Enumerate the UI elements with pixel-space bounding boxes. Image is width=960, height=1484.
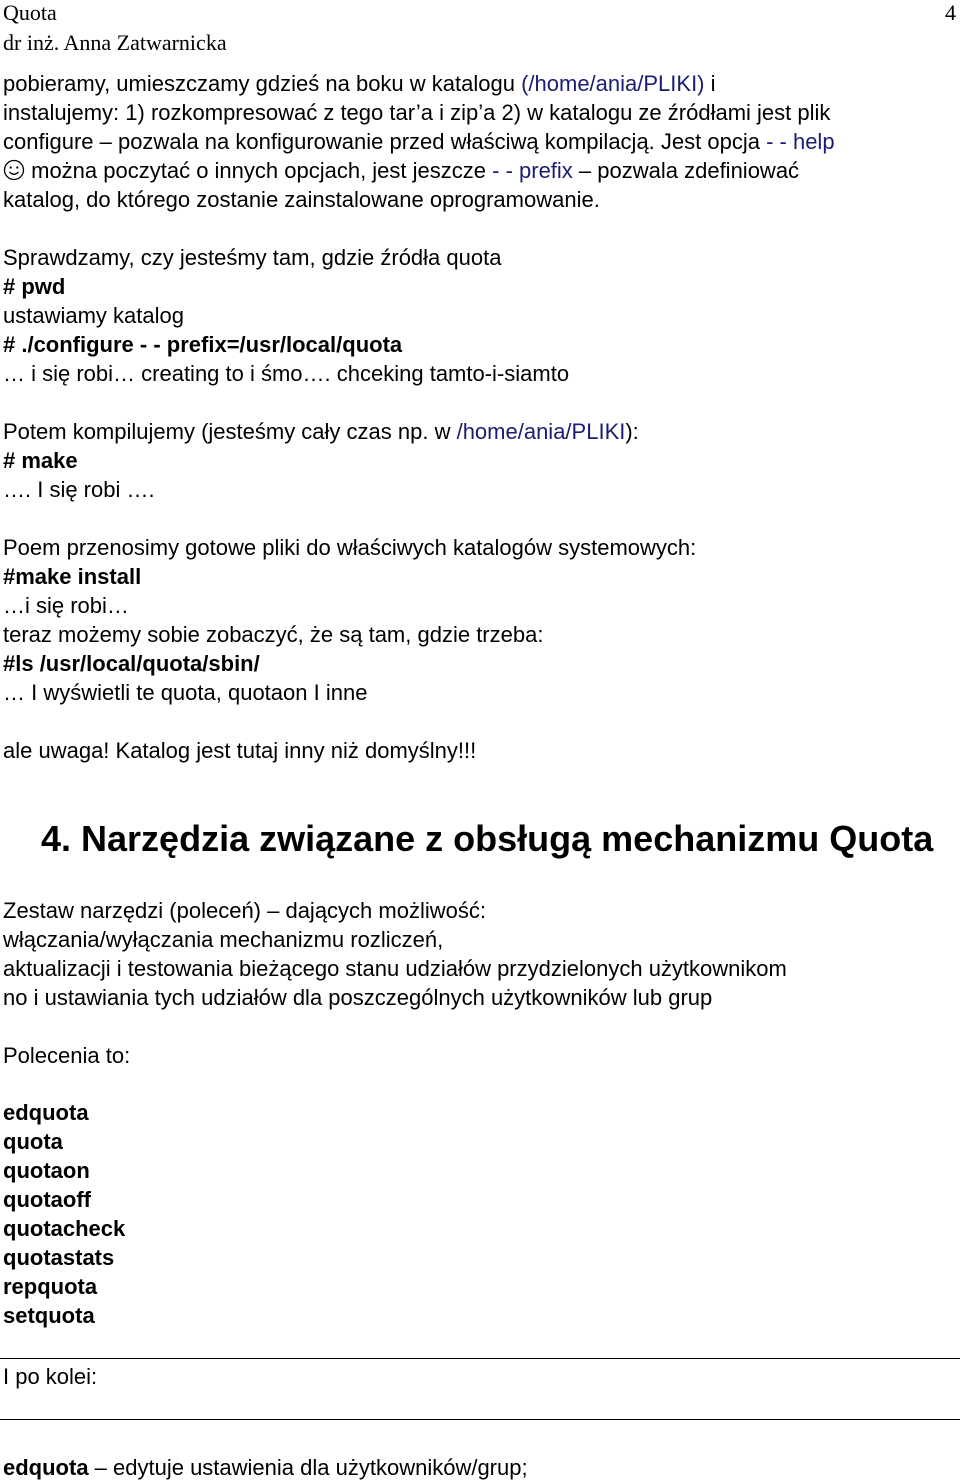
running-header-author: dr inż. Anna Zatwarnicka bbox=[3, 30, 227, 55]
para1-line1: pobieramy, umieszczamy gdzieś na boku w katalogu (/home/ania/PLIKI) i bbox=[3, 71, 716, 96]
para2-line3: ustawiamy katalog bbox=[3, 303, 184, 328]
edquota-description: edquota – edytuje ustawienia dla użytkowników/grup; bbox=[3, 1455, 528, 1480]
para1-line2: instalujemy: 1) rozkompresować z tego tar’a i zip’a 2) w katalogu ze źródłami jest plik bbox=[3, 100, 831, 125]
para2-line1: Sprawdzamy, czy jesteśmy tam, gdzie źródła quota bbox=[3, 245, 502, 270]
para6-line4: no i ustawiania tych udziałów dla poszczególnych użytkowników lub grup bbox=[3, 985, 713, 1010]
commands-intro: Polecenia to: bbox=[3, 1043, 131, 1068]
para2-line5: … i się robi… creating to i śmo…. chceking tamto-i-siamto bbox=[3, 361, 570, 386]
command-list-item: setquota bbox=[3, 1303, 95, 1328]
bottom-rule bbox=[0, 1419, 960, 1420]
command-ls: #ls /usr/local/quota/sbin/ bbox=[3, 651, 260, 676]
command-make: # make bbox=[3, 448, 78, 473]
command-list-item: edquota bbox=[3, 1100, 89, 1125]
command-list-item: repquota bbox=[3, 1274, 98, 1299]
smiley-icon bbox=[3, 159, 25, 181]
para4-line1: Poem przenosimy gotowe pliki do właściwych katalogów systemowych: bbox=[3, 535, 697, 560]
para3-line3: …. I się robi …. bbox=[3, 477, 155, 502]
path-link-2: /home/ania/PLIKI bbox=[456, 419, 626, 444]
section-heading: 4. Narzędzia związane z obsługą mechanizmu Quota bbox=[41, 818, 934, 859]
command-list-item: quotacheck bbox=[3, 1216, 126, 1241]
page-number: 4 bbox=[945, 0, 956, 25]
command-pwd: # pwd bbox=[3, 274, 66, 299]
warning-note: ale uwaga! Katalog jest tutaj inny niż domyślny!!! bbox=[3, 738, 477, 763]
para6-line3: aktualizacji i testowania bieżącego stanu udziałów przydzielonych użytkownikom bbox=[3, 956, 787, 981]
command-list-item: quotaon bbox=[3, 1158, 90, 1183]
command-list-item: quota bbox=[3, 1129, 63, 1154]
para1-line4: można poczytać o innych opcjach, jest jeszcze - - prefix – pozwala zdefiniować bbox=[3, 156, 799, 185]
para6-line1: Zestaw narzędzi (poleceń) – dających możliwość: bbox=[3, 898, 486, 923]
path-link: (/home/ania/PLIKI) bbox=[521, 71, 705, 96]
para4-line3: …i się robi… bbox=[3, 593, 129, 618]
command-configure: # ./configure - - prefix=/usr/local/quota bbox=[3, 332, 403, 357]
command-make-install: #make install bbox=[3, 564, 142, 589]
command-list-item: quotaoff bbox=[3, 1187, 91, 1212]
edquota-term: edquota bbox=[3, 1455, 89, 1480]
para3-line1: Potem kompilujemy (jesteśmy cały czas np. w /home/ania/PLIKI): bbox=[3, 419, 639, 444]
para6-line2: włączania/wyłączania mechanizmu rozliczeń, bbox=[3, 927, 444, 952]
command-list-item: quotastats bbox=[3, 1245, 115, 1270]
para4-line6: … I wyświetli te quota, quotaon I inne bbox=[3, 680, 368, 705]
para1-line3: configure – pozwala na konfigurowanie przed właściwą kompilacją. Jest opcja - - help bbox=[3, 129, 835, 154]
help-option: - - help bbox=[766, 129, 835, 154]
para1-line5: katalog, do którego zostanie zainstalowane oprogramowanie. bbox=[3, 187, 600, 212]
para4-line4: teraz możemy sobie zobaczyć, że są tam, gdzie trzeba: bbox=[3, 622, 544, 647]
prefix-option: - - prefix bbox=[492, 158, 573, 183]
top-rule bbox=[0, 1358, 960, 1359]
subsection-label: I po kolei: bbox=[3, 1364, 98, 1389]
running-header-title: Quota bbox=[3, 0, 57, 25]
